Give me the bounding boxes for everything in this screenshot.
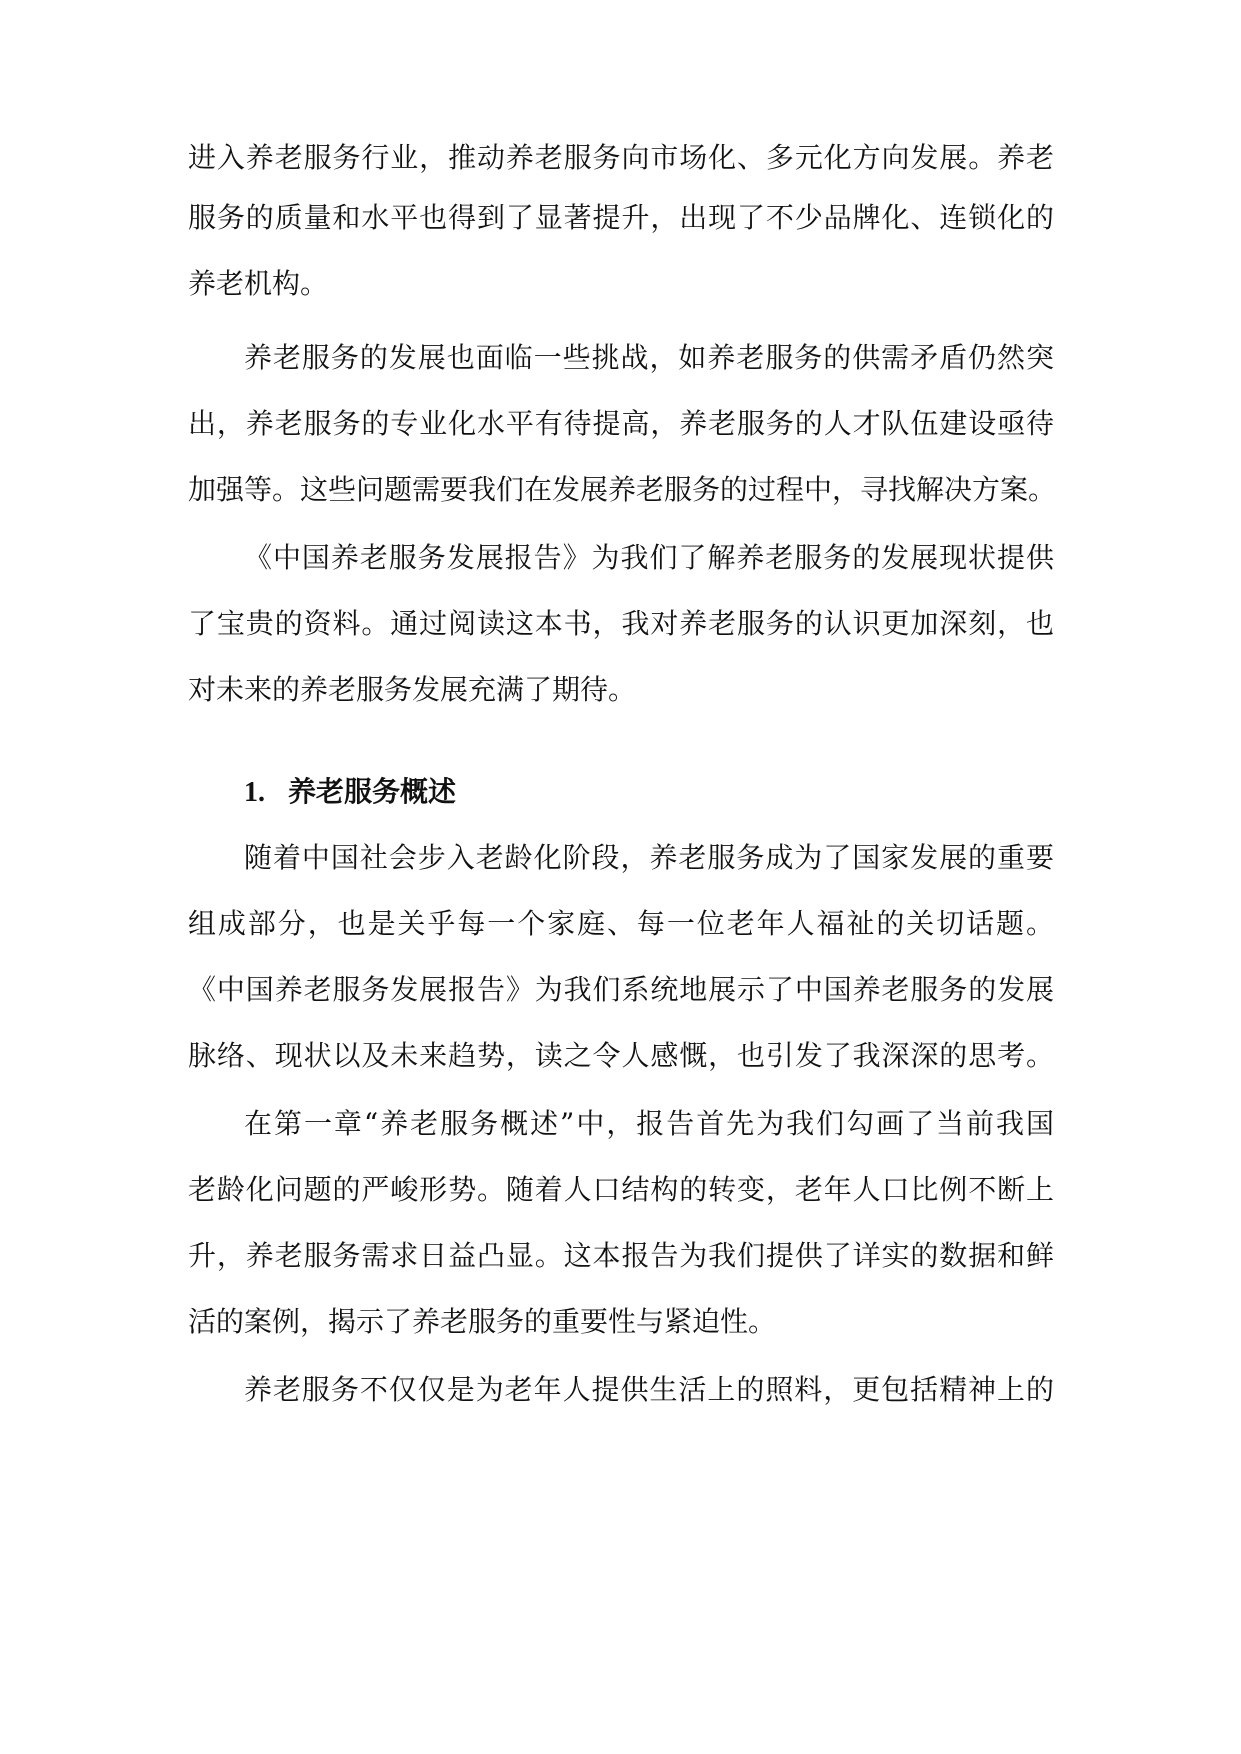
section-title: 养老服务概述 [288,775,457,808]
document-page [188,0,1057,1754]
section-heading [244,772,456,812]
paragraph-3-line-1: 《中国养老服务发展报告》为我们了解养老服务的发展现状提供 [244,541,1054,574]
paragraph-3-line-2: 了宝贵的资料。通过阅读这本书，我对养老服务的认识更加深刻，也 [188,607,1054,640]
paragraph-4-line-2: 组成部分，也是关乎每一个家庭、每一位老年人福祉的关切话题。 [188,907,1054,940]
paragraph-2-line-1: 养老服务的发展也面临一些挑战，如养老服务的供需矛盾仍然突 [244,341,1054,374]
paragraph-4-line-4: 脉络、现状以及未来趋势，读之令人感慨，也引发了我深深的思考。 [188,1039,1054,1072]
paragraph-5-line-3: 升，养老服务需求日益凸显。这本报告为我们提供了详实的数据和鲜 [188,1239,1054,1272]
paragraph-3-line-3: 对未来的养老服务发展充满了期待。 [188,673,637,706]
section-number: 1. [244,777,265,808]
paragraph-1-line-1: 进入养老服务行业，推动养老服务向市场化、多元化方向发展。养老 [188,141,1054,174]
paragraph-2-line-3: 加强等。这些问题需要我们在发展养老服务的过程中，寻找解决方案。 [188,473,1057,506]
paragraph-5-line-1: 在第一章“养老服务概述”中，报告首先为我们勾画了当前我国 [244,1107,1054,1140]
paragraph-5-line-2: 老龄化问题的严峻形势。随着人口结构的转变，老年人口比例不断上 [188,1173,1054,1206]
paragraph-2-line-2: 出，养老服务的专业化水平有待提高，养老服务的人才队伍建设亟待 [188,407,1054,440]
paragraph-1-line-2: 服务的质量和水平也得到了显著提升，出现了不少品牌化、连锁化的 [188,201,1054,234]
paragraph-4-line-3: 《中国养老服务发展报告》为我们系统地展示了中国养老服务的发展 [188,973,1054,1006]
paragraph-1-line-3: 养老机构。 [188,267,329,300]
paragraph-5-line-4: 活的案例，揭示了养老服务的重要性与紧迫性。 [188,1305,777,1338]
paragraph-6-line-1: 养老服务不仅仅是为老年人提供生活上的照料，更包括精神上的 [244,1373,1054,1406]
paragraph-4-line-1: 随着中国社会步入老龄化阶段，养老服务成为了国家发展的重要 [244,841,1054,874]
